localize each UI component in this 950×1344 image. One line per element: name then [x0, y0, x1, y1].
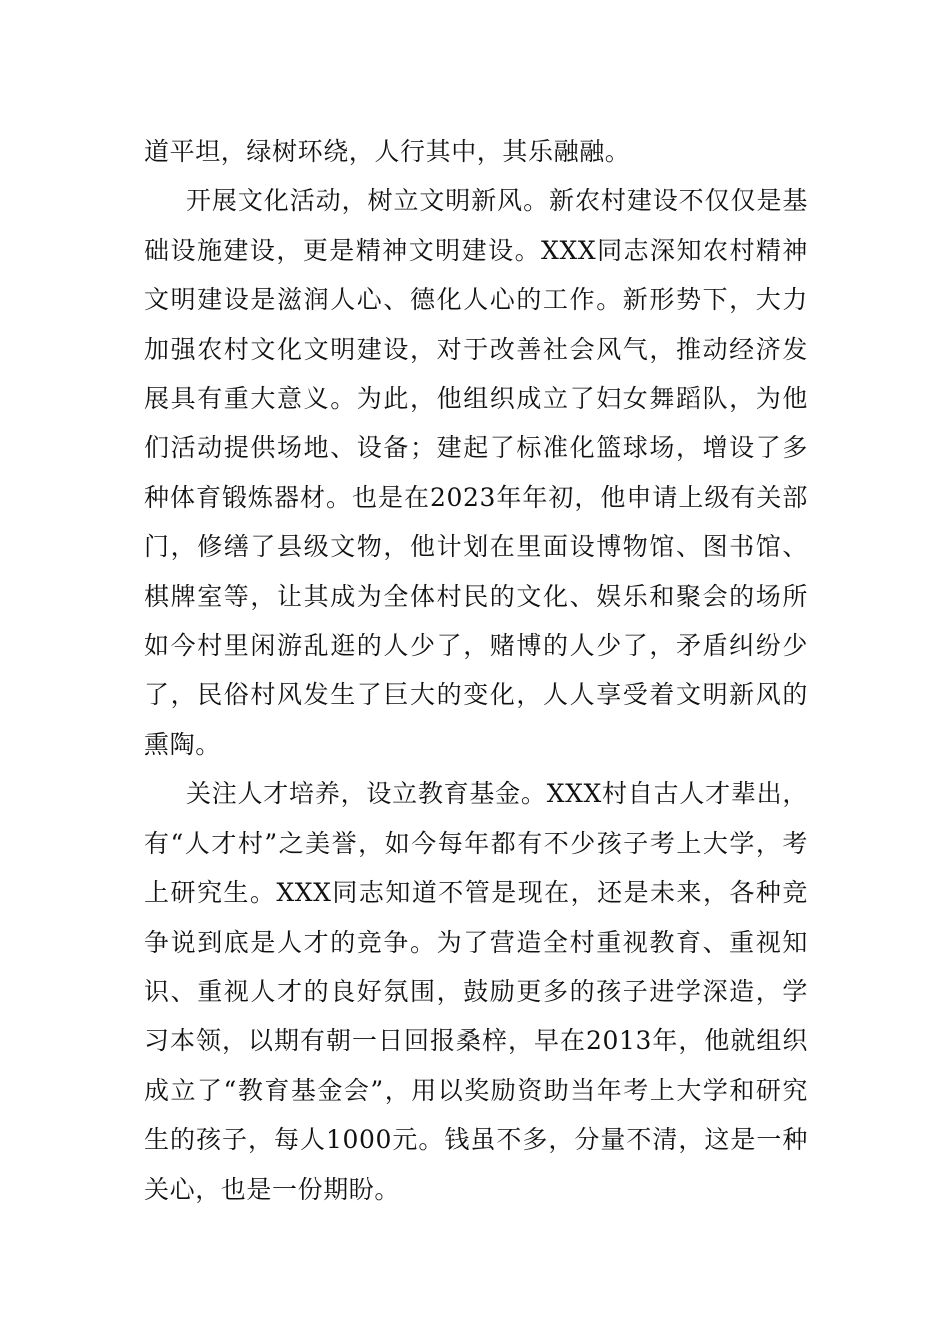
paragraph-continuation: 道平坦，绿树环绕，人行其中，其乐融融。: [144, 137, 631, 166]
paragraph-cultural-activities: 开展文化活动，树立文明新风。新农村建设不仅仅是基础设施建设，更是精神文明建设。XXX同志深知农村精神文明建设是滋润人心、德化人心的工作。新形势下，大力加强农村文化文明建设，对于改善社会风气，推动经济发展具有重大意义。为此，他组织成立了妇女舞蹈队，为他们活动提供场地、设备；建起了标准化篮球场，增设了多种体育锻炼器材。也是在2023年年初，他申请上级有关部门，修缮了县级文物，他计划在里面设博物馆、图书馆、棋牌室等，让其成为全体村民的文化、娱乐和聚会的场所如今村里闲游乱逛的人少了，赌博的人少了，矛盾纠纷少了，民俗村风发生了巨大的变化，人人享受着文明新风的熏陶。: [144, 186, 808, 759]
paragraph-education-fund: 关注人才培养，设立教育基金。XXX村自古人才辈出，有“人才村”之美誉，如今每年都有不少孩子考上大学，考上研究生。XXX同志知道不管是现在，还是未来，各种竞争说到底是人才的竞争。为了营造全村重视教育、重视知识、重视人才的良好氛围，鼓励更多的孩子进学深造，学习本领，以期有朝一日回报桑梓，早在2013年，他就组织成立了“教育基金会”，用以奖励资助当年考上大学和研究生的孩子，每人1000元。钱虽不多，分量不清，这是一种关心，也是一份期盼。: [144, 779, 808, 1204]
document-body: [144, 127, 808, 1214]
